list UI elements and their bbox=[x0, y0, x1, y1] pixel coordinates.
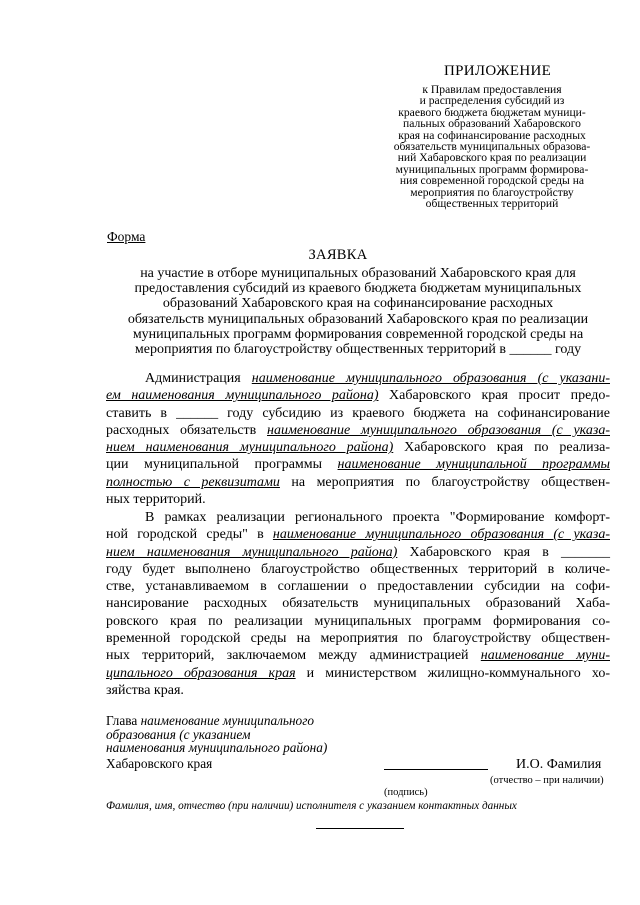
placeholder-municipality: нием наименования муниципального района) bbox=[106, 544, 398, 560]
para-line: стве, устанавливаемом в соглашении о предоставлении субсидии на софи- bbox=[106, 579, 610, 595]
text: на мероприятия по благоустройству обществен- bbox=[279, 474, 611, 490]
appendix-line: и распределения субсидий из bbox=[419, 94, 565, 108]
paragraph-request bbox=[106, 370, 610, 508]
placeholder-municipality: ципального образования края bbox=[106, 665, 296, 681]
para-line bbox=[106, 665, 610, 682]
placeholder-municipality: нием наименования муниципального района) bbox=[106, 440, 394, 456]
placeholder-municipality: образования (с указанием bbox=[106, 726, 251, 742]
head-label: Глава bbox=[106, 713, 141, 728]
appendix-line: общественных территорий bbox=[425, 197, 559, 211]
subtitle-line: на участие в отборе муниципальных образований Хабаровского края для bbox=[140, 266, 576, 281]
appendix-line: пальных образований Хабаровского bbox=[403, 117, 581, 131]
footer-line bbox=[316, 828, 404, 829]
document-subtitle bbox=[106, 266, 610, 357]
appendix-line: ний Хабаровского края по реализации bbox=[397, 151, 587, 165]
signature-line bbox=[384, 769, 488, 770]
para-line bbox=[106, 526, 610, 543]
text: ной городской среды" в bbox=[106, 527, 273, 543]
placeholder-municipality: наименование муни- bbox=[480, 648, 610, 664]
text: расходных обязательств bbox=[106, 422, 267, 438]
para-line bbox=[106, 456, 610, 473]
placeholder-municipality: наименование муниципального образования (с указани- bbox=[251, 371, 610, 386]
appendix-line: муниципальных программ формирова- bbox=[395, 162, 589, 176]
appendix-line: краевого бюджета бюджетам муници- bbox=[398, 105, 586, 119]
subtitle-line: образований Хабаровского края на софинансирование расходных bbox=[162, 296, 554, 312]
para-line: зяйства края. bbox=[106, 682, 184, 698]
para-line: ставить в ______ году субсидию из краевого бюджета на софинансирование bbox=[106, 405, 610, 421]
para-line bbox=[106, 544, 610, 561]
para-line bbox=[106, 647, 610, 664]
form-label: Форма bbox=[107, 229, 146, 244]
signature-block bbox=[106, 714, 327, 770]
appendix-line: края на софинансирование расходных bbox=[398, 128, 586, 142]
placeholder-municipality: наименования муниципального района) bbox=[106, 740, 328, 756]
para-line: ровского края по реализации муниципальных программ формирования со- bbox=[106, 613, 610, 629]
placeholder-municipality: наименование муниципального образования (с указа- bbox=[272, 527, 610, 543]
appendix-line: мероприятия по благоустройству bbox=[410, 185, 574, 199]
appendix-line: к Правилам предоставления bbox=[422, 83, 562, 96]
para-line bbox=[106, 370, 610, 387]
placeholder-municipality: наименование муниципального bbox=[140, 713, 315, 728]
text: Хабаровского края просит предо- bbox=[378, 388, 610, 404]
placeholder-municipality: ем наименования муниципального района) bbox=[106, 388, 379, 404]
patronymic-hint: (отчество – при наличии) bbox=[490, 775, 604, 786]
head-line bbox=[106, 714, 327, 728]
para-line bbox=[106, 474, 610, 491]
para-line: ных территорий. bbox=[106, 492, 206, 508]
para-line bbox=[106, 439, 610, 456]
text: Администрация bbox=[145, 371, 252, 386]
text: Хабаровского края по реализа- bbox=[393, 440, 610, 456]
signature-hint: (подпись) bbox=[384, 787, 428, 798]
para-line: году будет выполнено благоустройство общественных территорий в количе- bbox=[106, 561, 610, 577]
full-name: И.О. Фамилия bbox=[516, 757, 602, 772]
para-line: В рамках реализации регионального проекта "Формирование комфорт- bbox=[145, 510, 610, 525]
text: Хабаровского края в _______ bbox=[397, 544, 611, 560]
appendix-line: ния современной городской среды на bbox=[399, 174, 585, 188]
paragraph-project bbox=[106, 509, 610, 699]
para-line bbox=[106, 422, 610, 439]
subtitle-line: мероприятия по благоустройству общественных территорий в ______ году bbox=[134, 342, 582, 358]
executor-note: Фамилия, имя, отчество (при наличии) исполнителя с указанием контактных данных bbox=[106, 800, 517, 812]
appendix-text bbox=[372, 84, 612, 209]
document-title: ЗАЯВКА bbox=[308, 247, 368, 263]
subtitle-line: муниципальных программ формирования современной городской среды на bbox=[132, 326, 584, 342]
appendix-line: обязательств муниципальных образова- bbox=[393, 140, 591, 154]
subtitle-line: обязательств муниципальных образований Хабаровского края по реализации bbox=[127, 311, 589, 327]
region-label: Хабаровского края bbox=[106, 755, 213, 771]
para-line: временной городской среды на мероприятия по благоустройству обществен- bbox=[106, 631, 610, 647]
placeholder-program: полностью с реквизитами bbox=[106, 474, 280, 490]
text: и министерством жилищно-коммунального хо- bbox=[295, 665, 610, 681]
para-line bbox=[106, 387, 610, 404]
placeholder-program: наименование муниципальной программы bbox=[337, 457, 610, 473]
text: ных территорий, заключаемом между администрацией bbox=[106, 648, 481, 664]
placeholder-municipality: наименование муниципального образования (с указа- bbox=[267, 422, 610, 438]
para-line: нансирование расходных обязательств муниципальных образований Хаба- bbox=[106, 596, 610, 612]
subtitle-line: предоставления субсидий из краевого бюджета бюджетам муниципальных bbox=[134, 281, 582, 297]
text: ции муниципальной программы bbox=[106, 457, 338, 473]
appendix-title: ПРИЛОЖЕНИЕ bbox=[444, 63, 552, 79]
